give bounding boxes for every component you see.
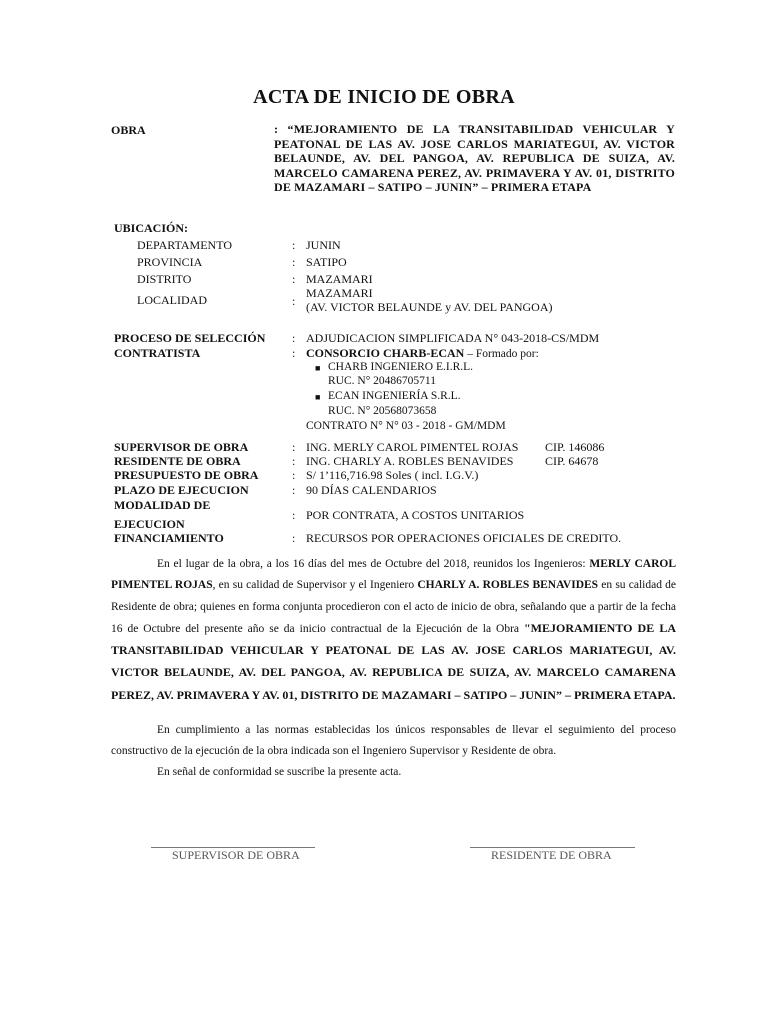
contrato-number: CONTRATO N° N° 03 - 2018 - GM/MDM xyxy=(306,420,506,432)
paragraph-text: En señal de conformidad se suscribe la presente acta. xyxy=(157,766,402,778)
paragraph-cumplimiento xyxy=(111,720,676,763)
colon: : xyxy=(292,468,296,482)
colon: : xyxy=(292,440,296,454)
colon: : xyxy=(292,255,296,269)
departamento-value: JUNIN xyxy=(306,238,341,252)
colon: : xyxy=(292,294,296,308)
modalidad-label-1: MODALIDAD DE xyxy=(114,498,211,512)
residente-label: RESIDENTE DE OBRA xyxy=(114,454,241,468)
consorcio-note: – Formado por: xyxy=(464,348,539,360)
financiamiento-label: FINANCIAMIENTO xyxy=(114,531,224,545)
supervisor-cip: CIP. 146086 xyxy=(545,440,605,454)
colon: : xyxy=(292,508,296,522)
localidad-label: LOCALIDAD xyxy=(137,293,207,307)
plazo-value: 90 DÍAS CALENDARIOS xyxy=(306,483,437,497)
presupuesto-label: PRESUPUESTO DE OBRA xyxy=(114,468,259,482)
modalidad-value: POR CONTRATA, A COSTOS UNITARIOS xyxy=(306,508,525,522)
localidad-value-1: MAZAMARI xyxy=(306,286,373,300)
presupuesto-value: S/ 1’116,716.98 Soles ( incl. I.G.V.) xyxy=(306,468,479,482)
paragraph-text: , en su calidad de Supervisor y el Ingeniero xyxy=(212,579,418,592)
colon: : xyxy=(292,531,296,545)
supervisor-value: ING. MERLY CAROL PIMENTEL ROJAS xyxy=(306,440,519,454)
distrito-label: DISTRITO xyxy=(137,272,192,286)
colon: : xyxy=(292,331,296,345)
paragraph-text: En cumplimiento a las normas establecidas los únicos responsables de llevar el seguimiento del proceso constructivo de la ejecución de la obra indicada son el Ingeniero Supervisor y Residente de obra. xyxy=(111,724,676,758)
paragraph-text: En el lugar de la obra, a los 16 días del mes de Octubre del 2018, reunidos los Ingenieros: xyxy=(157,558,590,570)
residente-cip: CIP. 64678 xyxy=(545,454,599,468)
modalidad-label-2: EJECUCION xyxy=(114,517,185,531)
member2-name: ECAN INGENIERÍA S.R.L. xyxy=(328,390,461,402)
bullet-icon: ■ xyxy=(315,392,321,402)
supervisor-signature-label: SUPERVISOR DE OBRA xyxy=(172,848,300,862)
residente-signature-label: RESIDENTE DE OBRA xyxy=(491,848,612,862)
provincia-label: PROVINCIA xyxy=(137,255,203,269)
member2-ruc: RUC. N° 20568073658 xyxy=(328,405,437,417)
colon: : xyxy=(292,346,296,360)
residente-value: ING. CHARLY A. ROBLES BENAVIDES xyxy=(306,454,514,468)
ubicacion-heading: UBICACIÓN: xyxy=(114,221,189,235)
contratista-label: CONTRATISTA xyxy=(114,346,201,360)
distrito-value: MAZAMARI xyxy=(306,272,373,286)
colon: : xyxy=(292,238,296,252)
member1-name: CHARB INGENIERO E.I.R.L. xyxy=(328,361,474,373)
paragraph-inicio xyxy=(111,554,676,707)
paragraph-conformidad xyxy=(111,762,676,783)
proceso-label: PROCESO DE SELECCIÓN xyxy=(114,331,266,345)
contratista-value xyxy=(306,346,539,361)
paragraph-text: en su calidad de Residente de obra; quienes en forma conjunta procedieron con el acto de inicio de obra, señalando que a partir de la fecha 16 de Octubre del presente año se da inicio contractual de la Ejecución de la Obra xyxy=(111,579,676,635)
colon: : xyxy=(292,272,296,286)
proceso-value: ADJUDICACION SIMPLIFICADA N° 043-2018-CS/MDM xyxy=(306,331,600,345)
residente-name: CHARLY A. ROBLES BENAVIDES xyxy=(417,579,599,592)
plazo-label: PLAZO DE EJECUCION xyxy=(114,483,249,497)
colon: : xyxy=(292,454,296,468)
provincia-value: SATIPO xyxy=(306,255,347,269)
supervisor-name: MERLY CAROL PIMENTEL ROJAS xyxy=(111,558,676,592)
document-title: ACTA DE INICIO DE OBRA xyxy=(253,86,515,108)
financiamiento-value: RECURSOS POR OPERACIONES OFICIALES DE CREDITO. xyxy=(306,531,622,545)
departamento-label: DEPARTAMENTO xyxy=(137,238,232,252)
supervisor-label: SUPERVISOR DE OBRA xyxy=(114,440,249,454)
member1-ruc: RUC. N° 20486705711 xyxy=(328,375,436,387)
consorcio-name: CONSORCIO CHARB-ECAN xyxy=(306,346,465,360)
obra-name: "MEJORAMIENTO DE LA TRANSITABILIDAD VEHICULAR Y PEATONAL DE LAS AV. JOSE CARLOS MARIATEGUI, AV. VICTOR BELAUNDE, AV. DEL PANGOA, AV. REPUBLICA DE SUIZA, AV. MARCELO CAMARENA PEREZ, AV. PRIMAVERA Y AV. 01, DISTRITO DE MAZAMARI – SATIPO – JUNIN” – PRIMERA ETAPA. xyxy=(111,620,676,702)
colon: : xyxy=(292,483,296,497)
obra-label: OBRA xyxy=(111,123,146,137)
localidad-value-2: (AV. VICTOR BELAUNDE y AV. DEL PANGOA) xyxy=(306,300,553,314)
obra-description: : “MEJORAMIENTO DE LA TRANSITABILIDAD VEHICULAR Y PEATONAL DE LAS AV. JOSE CARLOS MARIATEGUI, AV. VICTOR BELAUNDE, AV. DEL PANGOA, AV. REPUBLICA DE SUIZA, AV. MARCELO CAMARENA PEREZ, AV. PRIMAVERA Y AV. 01, DISTRITO DE MAZAMARI – SATIPO – JUNIN” – PRIMERA ETAPA xyxy=(274,122,675,195)
bullet-icon: ■ xyxy=(315,363,321,373)
